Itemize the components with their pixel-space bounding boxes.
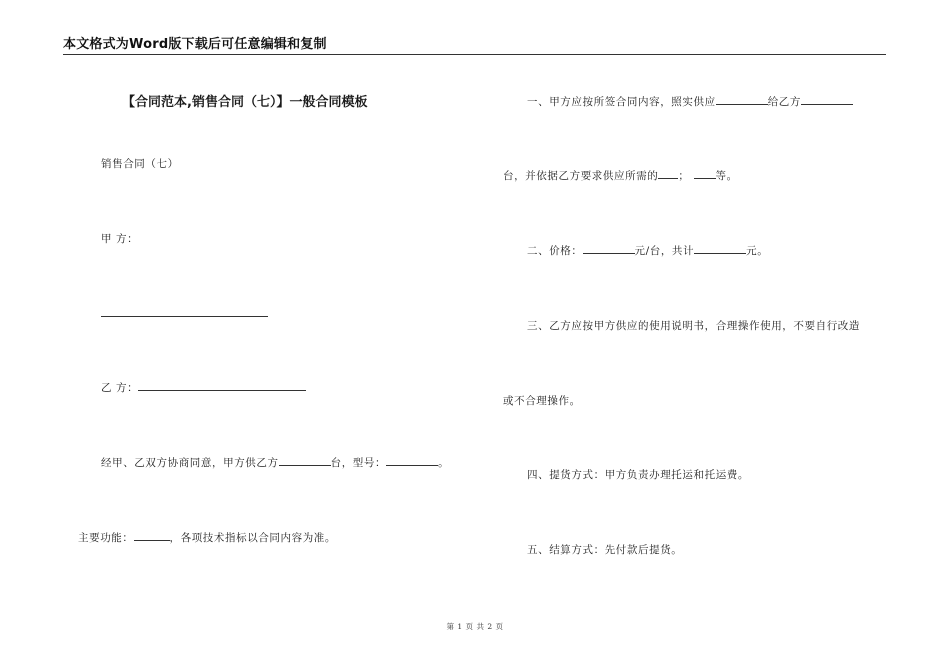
clause-3-line-1: 三、乙方应按甲方供应的使用说明书，合理操作使用，不要自行改造	[527, 320, 860, 332]
clause-1-continued-row	[503, 168, 738, 183]
clause-1-blank-d	[694, 168, 716, 179]
negotiation-prefix: 经甲、乙双方协商同意，甲方供乙方	[101, 457, 279, 469]
clause-3-line-2: 或不合理操作。	[503, 395, 581, 407]
clause-1-mid: 给乙方	[767, 96, 802, 108]
header-text: 本文格式为Word版下载后可任意编辑和复制	[63, 37, 327, 52]
clause-2-end: 元。	[746, 245, 769, 257]
party-b-row	[101, 380, 306, 395]
party-b-label: 乙 方：	[101, 382, 139, 394]
document-title: 【合同范本,销售合同（七）】一般合同模板	[122, 95, 368, 110]
clause-1-prefix: 一、甲方应按所签合同内容，照实供应	[527, 96, 716, 108]
page-header	[63, 36, 886, 55]
total-blank	[694, 243, 746, 254]
clause-1-blank-c	[658, 168, 678, 179]
clause-1-row	[527, 94, 853, 109]
clause-2-prefix: 二、价格：	[527, 245, 583, 257]
function-prefix: 主要功能：	[78, 532, 134, 544]
clause-2-row	[527, 243, 768, 258]
clause-4: 四、提货方式：甲方负责办理托运和托运费。	[527, 469, 749, 481]
function-suffix: ，各项技术指标以合同内容为准。	[169, 532, 336, 544]
function-blank	[134, 530, 170, 541]
model-blank	[386, 455, 438, 466]
clause-1-cont-prefix: 台，并依据乙方要求供应所需的	[503, 170, 659, 182]
party-a-label: 甲 方：	[101, 233, 139, 245]
clause-1-blank-b	[801, 94, 853, 105]
clause-1-cont-sep: ；	[678, 170, 690, 182]
clause-1-blank-a	[716, 94, 768, 105]
quantity-blank	[279, 455, 331, 466]
price-blank	[583, 243, 635, 254]
party-b-blank	[138, 380, 306, 391]
clause-5: 五、结算方式：先付款后提货。	[527, 544, 683, 556]
negotiation-end: 。	[438, 457, 450, 469]
negotiation-row	[101, 455, 449, 470]
contract-name: 销售合同（七）	[101, 158, 179, 170]
clause-1-cont-end: 等。	[715, 170, 738, 182]
page-number: 第 1 页 共 2 页	[446, 622, 504, 631]
party-a-blank	[101, 316, 268, 317]
function-row	[78, 530, 336, 545]
negotiation-mid: 台，型号：	[330, 457, 387, 469]
clause-2-mid: 元/台，共计	[634, 245, 695, 257]
